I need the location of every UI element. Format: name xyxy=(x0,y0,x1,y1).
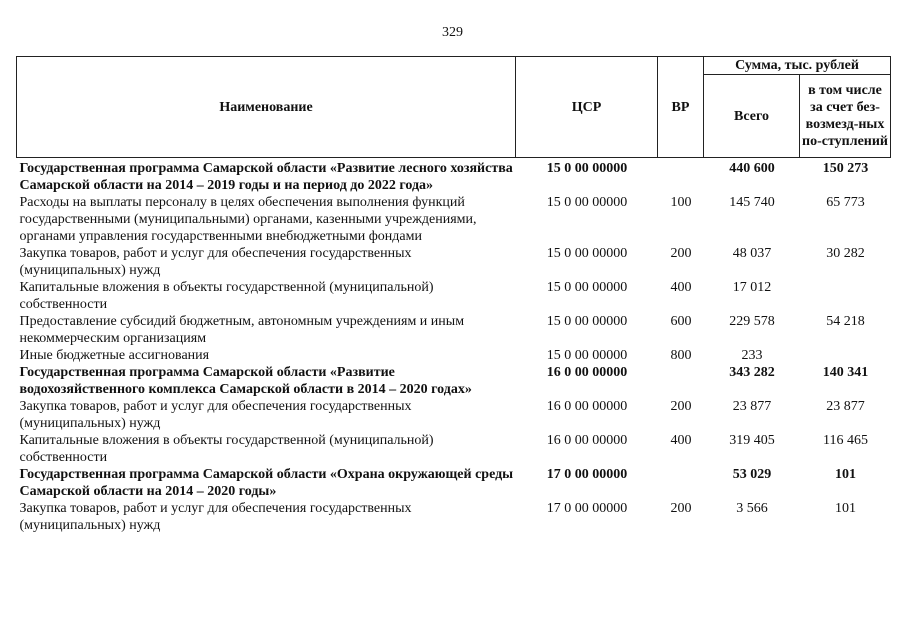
row-name: Закупка товаров, работ и услуг для обеспечения государственных (муниципальных) нужд xyxy=(19,246,412,278)
row-name: Предоставление субсидий бюджетным, автономным учреждениям и иным некоммерческим организациям xyxy=(19,314,465,346)
table-row xyxy=(17,279,891,313)
table-row xyxy=(17,398,891,432)
row-grant: 116 465 xyxy=(823,433,868,448)
program-row xyxy=(17,158,891,195)
row-name: Расходы на выплаты персоналу в целях обеспечения выполнения функций государственными (муниципальными) органами, казенными учреждениями, органами управления государственными внебюджетными фондами xyxy=(19,195,477,244)
row-name: Закупка товаров, работ и услуг для обеспечения государственных (муниципальных) нужд xyxy=(19,399,412,431)
row-csr: 15 0 00 00000 xyxy=(546,161,628,176)
header-name: Наименование xyxy=(17,57,516,158)
row-vr: 200 xyxy=(670,501,692,516)
row-total: 440 600 xyxy=(729,161,775,176)
row-name: Государственная программа Самарской области «Охрана окружающей среды Самарской области на 2014 – 2020 годы» xyxy=(19,467,514,499)
row-csr: 15 0 00 00000 xyxy=(546,280,628,295)
row-vr: 600 xyxy=(670,314,692,329)
row-total: 343 282 xyxy=(729,365,775,380)
row-total: 319 405 xyxy=(729,433,775,448)
row-csr: 16 0 00 00000 xyxy=(546,399,628,414)
row-csr: 15 0 00 00000 xyxy=(546,314,628,329)
row-grant: 54 218 xyxy=(826,314,865,329)
header-grant: в том числе за счет без-возмезд-ных по-ступлений xyxy=(800,75,891,158)
table-row xyxy=(17,500,891,534)
row-vr: 400 xyxy=(670,433,692,448)
table-row xyxy=(17,245,891,279)
header-total: Всего xyxy=(704,75,800,158)
table-row xyxy=(17,313,891,347)
row-total: 48 037 xyxy=(732,246,772,261)
row-vr: 200 xyxy=(670,399,692,414)
row-vr: 100 xyxy=(670,195,692,210)
row-vr xyxy=(658,364,704,398)
row-name: Государственная программа Самарской области «Развитие водохозяйственного комплекса Самарской области в 2014 – 2020 годах» xyxy=(19,365,472,397)
program-row xyxy=(17,466,891,500)
row-name: Государственная программа Самарской области «Развитие лесного хозяйства Самарской области на 2014 – 2019 годы и на период до 2022 года» xyxy=(19,161,513,193)
header-vr: ВР xyxy=(658,57,704,158)
row-csr: 15 0 00 00000 xyxy=(546,246,628,261)
row-csr: 16 0 00 00000 xyxy=(546,365,628,380)
row-grant: 140 341 xyxy=(822,365,869,380)
row-name: Капитальные вложения в объекты государственной (муниципальной) собственности xyxy=(19,280,434,312)
row-name: Закупка товаров, работ и услуг для обеспечения государственных (муниципальных) нужд xyxy=(19,501,412,533)
row-name: Капитальные вложения в объекты государственной (муниципальной) собственности xyxy=(19,433,434,465)
row-csr: 17 0 00 00000 xyxy=(546,501,628,516)
table-header xyxy=(17,57,891,158)
row-vr: 200 xyxy=(670,246,692,261)
row-total: 3 566 xyxy=(736,501,768,516)
row-grant: 65 773 xyxy=(826,195,865,210)
row-grant xyxy=(800,347,891,364)
row-total: 17 012 xyxy=(732,280,772,295)
row-csr: 15 0 00 00000 xyxy=(546,195,628,210)
row-total: 233 xyxy=(741,348,763,363)
row-grant: 101 xyxy=(835,501,856,516)
row-total: 229 578 xyxy=(729,314,775,329)
header-csr: ЦСР xyxy=(516,57,658,158)
table-row xyxy=(17,347,891,364)
row-total: 23 877 xyxy=(732,399,772,414)
row-grant: 30 282 xyxy=(826,246,865,261)
row-csr: 17 0 00 00000 xyxy=(546,467,628,482)
program-row xyxy=(17,364,891,398)
row-csr: 15 0 00 00000 xyxy=(546,348,628,363)
row-grant: 101 xyxy=(835,467,856,482)
row-grant xyxy=(800,279,891,313)
row-vr: 400 xyxy=(670,280,692,295)
row-grant: 23 877 xyxy=(826,399,865,414)
budget-table xyxy=(16,56,891,534)
row-vr xyxy=(658,466,704,500)
row-vr xyxy=(658,158,704,195)
table-row xyxy=(17,194,891,245)
page-number: 329 xyxy=(442,25,463,40)
header-sum-group: Сумма, тыс. рублей xyxy=(704,57,891,75)
row-total: 145 740 xyxy=(729,195,775,210)
row-total: 53 029 xyxy=(732,467,772,482)
row-grant: 150 273 xyxy=(822,161,869,176)
table-body xyxy=(17,158,891,535)
table-row xyxy=(17,432,891,466)
row-csr: 16 0 00 00000 xyxy=(546,433,628,448)
row-name: Иные бюджетные ассигнования xyxy=(19,348,210,363)
row-vr: 800 xyxy=(670,348,692,363)
